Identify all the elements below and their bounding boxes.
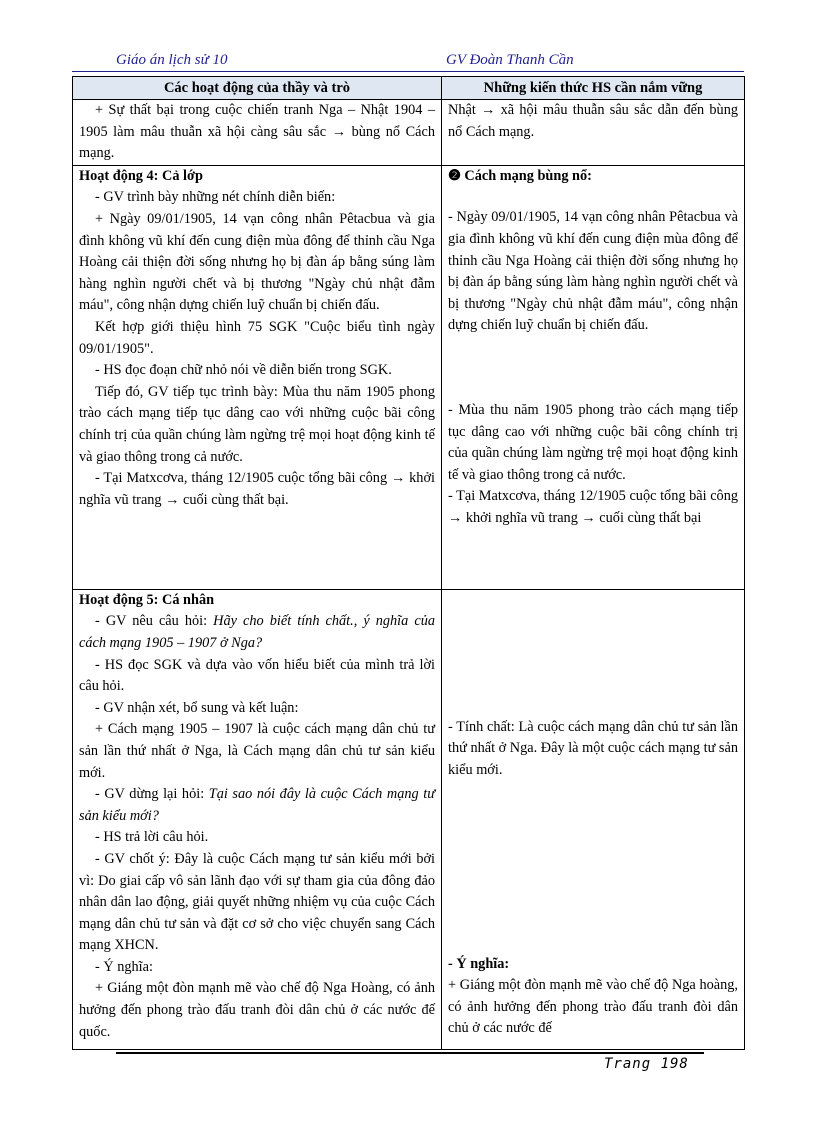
page-header (116, 52, 716, 72)
column-header-activities: Các hoạt động của thầy và trò (73, 77, 442, 100)
row3-left-line: - HS đọc SGK và dựa vào vốn hiểu biết của mình trả lời câu hỏi. (79, 656, 435, 695)
row3-left-line: - GV chốt ý: Đây là cuộc Cách mạng tư sản kiểu mới bởi vì: Do giai cấp vô sản lãnh đạo với sự tham gia của đông đảo nhân dân lao động, giải quyết những nhiệm vụ của cuộc Cách mạng dân chủ tư sản và đặt cơ sở cho việc chuyển sang Cách mạng XHCN. (79, 850, 435, 954)
row3-activities (73, 589, 442, 1049)
table-row (73, 100, 745, 166)
column-header-knowledge: Những kiến thức HS cần nắm vững (442, 77, 745, 100)
question-text: Hãy cho biết tính chất., ý nghĩa của cách mạng 1905 – 1907 ở Nga? (79, 613, 435, 651)
row3-left-line: - HS trả lời câu hỏi. (95, 829, 209, 846)
section-revolution-outbreak-title: ❷ Cách mạng bùng nổ: (448, 167, 592, 184)
row2-right-line: - Mùa thu năm 1905 phong trào cách mạng tiếp tục dâng cao với những cuộc bãi công chính trị của quần chúng làm ngừng trệ mọi hoạt động kinh tế và giao thông trong cả nước. (448, 401, 738, 483)
question-prefix: - GV dừng lại hỏi: (95, 786, 209, 803)
row3-left-line (79, 611, 435, 654)
row3-knowledge (442, 589, 745, 1049)
row2-left-line: - Tại Matxcơva, tháng 12/1905 cuộc tổng bãi công → khởi nghĩa vũ trang → cuối cùng thất bại. (79, 470, 435, 508)
row3-left-line: - Ý nghĩa: (95, 958, 153, 975)
table-row (73, 589, 745, 1049)
row2-left-line: + Ngày 09/01/1905, 14 vạn công nhân Pêtacbua và gia đình không vũ khí đến cung điện mùa đông để thỉnh cầu Nga Hoàng cải thiện đời sống nhưng họ bị đàn áp bằng súng làm hàng nghìn người chết và bị thương "Ngày chủ nhật đẫm máu", công nhận dựng chiến luỹ chuẩn bị chiến đấu. (79, 210, 435, 314)
row2-left-line: - GV trình bày những nét chính diễn biến: (95, 189, 336, 206)
row2-left-line: - HS đọc đoạn chữ nhỏ nói về diễn biến trong SGK. (95, 362, 392, 379)
activity-4-title: Hoạt động 4: Cả lớp (79, 167, 203, 184)
table-row (73, 165, 745, 589)
row3-left-line: + Cách mạng 1905 – 1907 là cuộc cách mạng dân chủ tư sản lần thứ nhất ở Nga, là Cách mạng dân chủ tư sản kiểu mới. (79, 721, 435, 781)
header-teacher: GV Đoàn Thanh Cần (446, 52, 574, 68)
row3-left-line: + Giáng một đòn mạnh mẽ vào chế độ Nga Hoàng, có ảnh hưởng đến phong trào đấu tranh đòi dân chủ ở các nước đế quốc. (79, 980, 435, 1040)
row1-right-text: Nhật → xã hội mâu thuẫn sâu sắc dẫn đến bùng nổ Cách mạng. (448, 102, 738, 140)
footer-divider (116, 1052, 704, 1054)
row1-activities (73, 100, 442, 166)
row3-left-line (79, 784, 435, 827)
row2-knowledge (442, 165, 745, 589)
significance-title: - Ý nghĩa: (448, 955, 510, 972)
activity-5-title: Hoạt động 5: Cá nhân (79, 591, 215, 608)
row2-activities (73, 165, 442, 589)
page-number: Trang 198 (604, 1056, 689, 1072)
table-header-row (73, 77, 745, 100)
row3-right-line: - Tính chất: Là cuộc cách mạng dân chủ tư sản lần thứ nhất ở Nga. Đây là một cuộc cách mạng tư sản kiểu mới. (448, 718, 738, 778)
question-text: Tại sao nói đây là cuộc Cách mạng tư sản kiểu mới? (79, 786, 436, 824)
row2-right-line: - Tại Matxcơva, tháng 12/1905 cuộc tổng bãi công → khởi nghĩa vũ trang → cuối cùng thất bại (448, 488, 738, 526)
row2-left-line: Tiếp đó, GV tiếp tục trình bày: Mùa thu năm 1905 phong trào cách mạng tiếp tục dâng cao với những cuộc bãi công chính trị của quần chúng làm ngừng trệ mọi hoạt động kinh tế và giao thông trong cả nước. (79, 383, 435, 465)
header-subject: Giáo án lịch sử 10 (116, 52, 228, 68)
row3-right-line: + Giáng một đòn mạnh mẽ vào chế độ Nga hoàng, có ảnh hưởng đến phong trào đấu tranh đòi dân chủ ở các nước đế (448, 977, 738, 1037)
lesson-table (72, 76, 745, 1050)
row2-left-line: Kết hợp giới thiệu hình 75 SGK "Cuộc biểu tình ngày 09/01/1905". (79, 318, 435, 357)
row2-right-line: - Ngày 09/01/1905, 14 vạn công nhân Pêtacbua và gia đình không vũ khí đến cung điện mùa đông để thỉnh cầu Nga Hoàng cải thiện đời sống nhưng họ bị đàn áp bằng súng làm hàng nghìn người chết và bị thương "Ngày chủ nhật đẫm máu", công nhận dựng chiến luỹ chuẩn bị chiến đấu. (448, 209, 738, 334)
question-prefix: - GV nêu câu hỏi: (95, 613, 214, 630)
row1-left-text: + Sự thất bại trong cuộc chiến tranh Nga – Nhật 1904 – 1905 làm mâu thuẫn xã hội càng sâu sắc → bùng nổ Cách mạng. (79, 102, 435, 162)
row3-left-line: - GV nhận xét, bổ sung và kết luận: (95, 699, 299, 716)
header-divider (72, 71, 744, 72)
row1-knowledge (442, 100, 745, 166)
